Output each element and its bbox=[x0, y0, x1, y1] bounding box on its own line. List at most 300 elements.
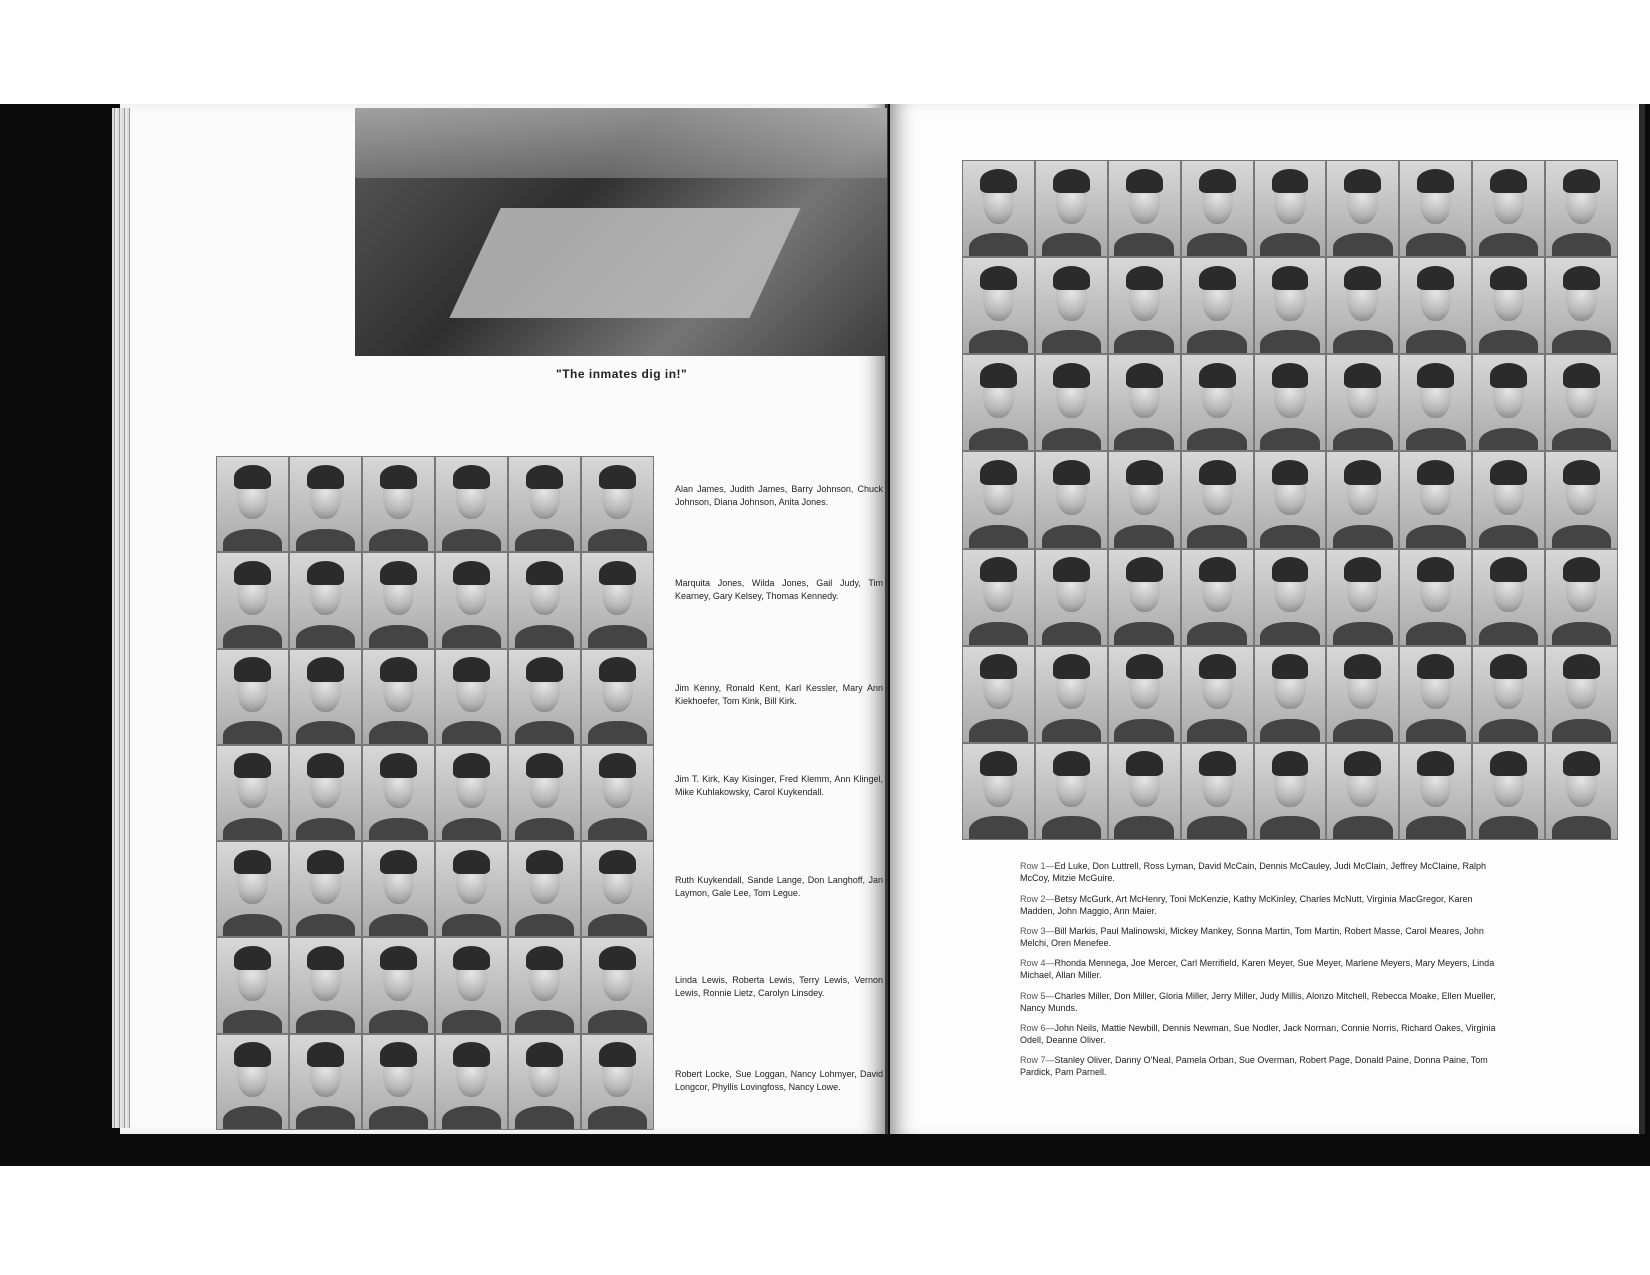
portrait-hair bbox=[1199, 169, 1236, 194]
student-portrait bbox=[363, 746, 434, 840]
portrait-hair bbox=[453, 946, 490, 971]
portrait-hair bbox=[1053, 363, 1090, 388]
portrait-hair bbox=[1272, 654, 1309, 679]
portrait-shoulders bbox=[442, 529, 502, 552]
portrait-shoulders bbox=[969, 622, 1029, 645]
portrait-shoulders bbox=[515, 818, 575, 841]
row-names: Betsy McGurk, Art McHenry, Toni McKenzie, Kathy McKinley, Charles McNutt, Virginia MacGregor, Karen Madden, John Maggio, Ann Maier. bbox=[1020, 894, 1473, 916]
portrait-hair bbox=[234, 561, 271, 586]
student-portrait bbox=[1036, 258, 1107, 353]
portrait-hair bbox=[1344, 460, 1381, 485]
student-portrait bbox=[509, 553, 580, 647]
student-portrait bbox=[1182, 647, 1253, 742]
student-portrait bbox=[963, 355, 1034, 450]
student-portrait bbox=[1036, 647, 1107, 742]
row-names: Rhonda Mennega, Joe Mercer, Carl Merrifield, Karen Meyer, Sue Meyer, Marlene Meyers, Mary Meyers, Linda Michael, Allan Miller. bbox=[1020, 958, 1495, 980]
portrait-shoulders bbox=[588, 818, 648, 841]
portrait-shoulders bbox=[1042, 233, 1102, 256]
portrait-hair bbox=[599, 657, 636, 682]
portrait-shoulders bbox=[1114, 428, 1174, 451]
portrait-hair bbox=[1272, 557, 1309, 582]
student-portrait bbox=[1109, 744, 1180, 839]
student-portrait bbox=[1255, 452, 1326, 547]
portrait-shoulders bbox=[515, 529, 575, 552]
portrait-shoulders bbox=[1114, 525, 1174, 548]
portrait-hair bbox=[1563, 751, 1600, 776]
row-names: Stanley Oliver, Danny O'Neal, Pamela Orban, Sue Overman, Robert Page, Donald Paine, Donna Paine, Tom Pardick, Pam Parnell. bbox=[1020, 1055, 1488, 1077]
student-portrait bbox=[363, 553, 434, 647]
portrait-hair bbox=[1053, 266, 1090, 291]
portrait-hair bbox=[1272, 460, 1309, 485]
student-portrait bbox=[509, 650, 580, 744]
student-portrait bbox=[217, 650, 288, 744]
portrait-hair bbox=[1126, 751, 1163, 776]
right-portrait-grid bbox=[962, 160, 1618, 840]
portrait-hair bbox=[234, 465, 271, 490]
student-portrait bbox=[1255, 161, 1326, 256]
student-portrait bbox=[1182, 744, 1253, 839]
portrait-shoulders bbox=[1333, 719, 1393, 742]
portrait-shoulders bbox=[969, 330, 1029, 353]
portrait-shoulders bbox=[1260, 719, 1320, 742]
student-portrait bbox=[1182, 452, 1253, 547]
student-portrait bbox=[363, 1035, 434, 1129]
right-page-edge bbox=[1639, 104, 1645, 1134]
portrait-shoulders bbox=[1406, 330, 1466, 353]
portrait-hair bbox=[1344, 557, 1381, 582]
student-portrait bbox=[582, 650, 653, 744]
portrait-shoulders bbox=[1260, 233, 1320, 256]
portrait-hair bbox=[307, 561, 344, 586]
portrait-shoulders bbox=[588, 721, 648, 744]
cafeteria-photo bbox=[355, 108, 887, 356]
portrait-hair bbox=[1563, 460, 1600, 485]
portrait-shoulders bbox=[1114, 330, 1174, 353]
student-portrait bbox=[1546, 550, 1617, 645]
student-portrait bbox=[363, 457, 434, 551]
student-portrait bbox=[1109, 550, 1180, 645]
student-portrait bbox=[1327, 355, 1398, 450]
portrait-hair bbox=[1126, 266, 1163, 291]
portrait-shoulders bbox=[1187, 719, 1247, 742]
portrait-hair bbox=[307, 753, 344, 778]
portrait-hair bbox=[526, 946, 563, 971]
portrait-shoulders bbox=[1406, 233, 1466, 256]
portrait-shoulders bbox=[588, 529, 648, 552]
student-portrait bbox=[1400, 550, 1471, 645]
portrait-shoulders bbox=[1042, 719, 1102, 742]
student-portrait bbox=[1400, 355, 1471, 450]
row-label: Row 5— bbox=[1020, 991, 1055, 1001]
portrait-hair bbox=[234, 946, 271, 971]
student-portrait bbox=[582, 1035, 653, 1129]
student-portrait bbox=[290, 553, 361, 647]
portrait-shoulders bbox=[296, 529, 356, 552]
portrait-hair bbox=[453, 465, 490, 490]
portrait-shoulders bbox=[223, 1010, 283, 1033]
student-portrait bbox=[582, 842, 653, 936]
student-portrait bbox=[582, 746, 653, 840]
portrait-shoulders bbox=[1333, 622, 1393, 645]
portrait-hair bbox=[1199, 557, 1236, 582]
portrait-hair bbox=[526, 1042, 563, 1067]
student-portrait bbox=[1546, 355, 1617, 450]
portrait-shoulders bbox=[223, 529, 283, 552]
portrait-shoulders bbox=[223, 625, 283, 648]
portrait-hair bbox=[1417, 169, 1454, 194]
portrait-hair bbox=[1344, 266, 1381, 291]
portrait-hair bbox=[1490, 460, 1527, 485]
portrait-hair bbox=[599, 753, 636, 778]
student-portrait bbox=[1473, 744, 1544, 839]
portrait-hair bbox=[599, 946, 636, 971]
portrait-hair bbox=[980, 654, 1017, 679]
portrait-hair bbox=[599, 1042, 636, 1067]
portrait-shoulders bbox=[296, 818, 356, 841]
portrait-shoulders bbox=[1333, 816, 1393, 839]
portrait-hair bbox=[307, 465, 344, 490]
portrait-shoulders bbox=[369, 529, 429, 552]
portrait-hair bbox=[1417, 751, 1454, 776]
portrait-hair bbox=[380, 561, 417, 586]
portrait-hair bbox=[307, 850, 344, 875]
portrait-shoulders bbox=[369, 914, 429, 937]
student-portrait bbox=[963, 744, 1034, 839]
student-portrait bbox=[1036, 355, 1107, 450]
portrait-shoulders bbox=[442, 1106, 502, 1129]
portrait-shoulders bbox=[1187, 233, 1247, 256]
student-portrait bbox=[1327, 647, 1398, 742]
student-portrait bbox=[1255, 355, 1326, 450]
portrait-hair bbox=[1126, 654, 1163, 679]
student-portrait bbox=[509, 1035, 580, 1129]
portrait-hair bbox=[1199, 751, 1236, 776]
portrait-hair bbox=[526, 850, 563, 875]
portrait-shoulders bbox=[1333, 233, 1393, 256]
portrait-shoulders bbox=[296, 914, 356, 937]
student-portrait bbox=[1182, 161, 1253, 256]
portrait-hair bbox=[1272, 751, 1309, 776]
student-portrait bbox=[436, 553, 507, 647]
portrait-hair bbox=[526, 465, 563, 490]
student-portrait bbox=[217, 457, 288, 551]
left-names-row-6: Linda Lewis, Roberta Lewis, Terry Lewis, Vernon Lewis, Ronnie Lietz, Carolyn Linsdey. bbox=[675, 975, 883, 998]
portrait-shoulders bbox=[515, 1010, 575, 1033]
student-portrait bbox=[436, 938, 507, 1032]
portrait-hair bbox=[980, 169, 1017, 194]
portrait-shoulders bbox=[588, 914, 648, 937]
student-portrait bbox=[217, 842, 288, 936]
portrait-shoulders bbox=[442, 1010, 502, 1033]
portrait-hair bbox=[380, 850, 417, 875]
portrait-shoulders bbox=[1042, 330, 1102, 353]
portrait-shoulders bbox=[1479, 428, 1539, 451]
portrait-shoulders bbox=[1552, 816, 1612, 839]
portrait-shoulders bbox=[1552, 428, 1612, 451]
portrait-hair bbox=[1053, 557, 1090, 582]
portrait-shoulders bbox=[1333, 330, 1393, 353]
portrait-shoulders bbox=[1187, 816, 1247, 839]
student-portrait bbox=[1109, 161, 1180, 256]
portrait-hair bbox=[1563, 169, 1600, 194]
portrait-hair bbox=[453, 657, 490, 682]
student-portrait bbox=[290, 1035, 361, 1129]
portrait-shoulders bbox=[1552, 525, 1612, 548]
student-portrait bbox=[1109, 258, 1180, 353]
student-portrait bbox=[1473, 550, 1544, 645]
student-portrait bbox=[1109, 452, 1180, 547]
student-portrait bbox=[1400, 161, 1471, 256]
portrait-shoulders bbox=[1479, 525, 1539, 548]
student-portrait bbox=[1327, 161, 1398, 256]
portrait-shoulders bbox=[1406, 622, 1466, 645]
portrait-shoulders bbox=[223, 818, 283, 841]
portrait-shoulders bbox=[969, 233, 1029, 256]
portrait-hair bbox=[1490, 557, 1527, 582]
student-portrait bbox=[1255, 550, 1326, 645]
student-portrait bbox=[963, 452, 1034, 547]
student-portrait bbox=[363, 650, 434, 744]
portrait-hair bbox=[1490, 266, 1527, 291]
student-portrait bbox=[1036, 452, 1107, 547]
portrait-shoulders bbox=[442, 721, 502, 744]
student-portrait bbox=[582, 938, 653, 1032]
student-portrait bbox=[509, 746, 580, 840]
portrait-shoulders bbox=[1333, 428, 1393, 451]
student-portrait bbox=[963, 647, 1034, 742]
portrait-shoulders bbox=[1552, 330, 1612, 353]
portrait-hair bbox=[1417, 557, 1454, 582]
left-names-row-1: Alan James, Judith James, Barry Johnson, Chuck Johnson, Diana Johnson, Anita Jones. bbox=[675, 484, 883, 507]
portrait-shoulders bbox=[1042, 622, 1102, 645]
portrait-shoulders bbox=[1479, 719, 1539, 742]
student-portrait bbox=[290, 938, 361, 1032]
portrait-shoulders bbox=[1479, 622, 1539, 645]
portrait-shoulders bbox=[296, 1106, 356, 1129]
student-portrait bbox=[509, 457, 580, 551]
portrait-hair bbox=[307, 1042, 344, 1067]
portrait-shoulders bbox=[1042, 816, 1102, 839]
portrait-shoulders bbox=[442, 914, 502, 937]
portrait-hair bbox=[980, 363, 1017, 388]
portrait-shoulders bbox=[369, 818, 429, 841]
student-portrait bbox=[436, 457, 507, 551]
portrait-shoulders bbox=[223, 721, 283, 744]
portrait-hair bbox=[1053, 460, 1090, 485]
portrait-hair bbox=[307, 946, 344, 971]
student-portrait bbox=[1473, 355, 1544, 450]
student-portrait bbox=[1546, 161, 1617, 256]
student-portrait bbox=[1255, 744, 1326, 839]
left-names-row-4: Jim T. Kirk, Kay Kisinger, Fred Klemm, Ann Klingel, Mike Kuhlakowsky, Carol Kuykendall. bbox=[675, 774, 883, 797]
student-portrait bbox=[1327, 258, 1398, 353]
portrait-shoulders bbox=[1042, 525, 1102, 548]
portrait-hair bbox=[1053, 751, 1090, 776]
photo-caption: "The inmates dig in!" bbox=[556, 367, 688, 381]
right-names-row-4 bbox=[1020, 957, 1500, 981]
student-portrait bbox=[217, 1035, 288, 1129]
portrait-hair bbox=[1272, 266, 1309, 291]
student-portrait bbox=[1036, 550, 1107, 645]
portrait-shoulders bbox=[588, 1106, 648, 1129]
portrait-hair bbox=[1199, 460, 1236, 485]
portrait-hair bbox=[1053, 654, 1090, 679]
portrait-hair bbox=[1563, 654, 1600, 679]
portrait-shoulders bbox=[1552, 719, 1612, 742]
portrait-shoulders bbox=[515, 914, 575, 937]
student-portrait bbox=[582, 457, 653, 551]
student-portrait bbox=[1182, 355, 1253, 450]
portrait-shoulders bbox=[369, 1010, 429, 1033]
portrait-hair bbox=[234, 657, 271, 682]
portrait-shoulders bbox=[1187, 428, 1247, 451]
portrait-hair bbox=[234, 850, 271, 875]
portrait-hair bbox=[980, 751, 1017, 776]
portrait-hair bbox=[1490, 363, 1527, 388]
student-portrait bbox=[436, 650, 507, 744]
portrait-hair bbox=[1272, 169, 1309, 194]
student-portrait bbox=[1473, 161, 1544, 256]
student-portrait bbox=[1400, 744, 1471, 839]
student-portrait bbox=[963, 550, 1034, 645]
row-names: Ed Luke, Don Luttrell, Ross Lyman, David McCain, Dennis McCauley, Judi McClain, Jeffrey McClaine, Ralph McCoy, Mitzie McGuire. bbox=[1020, 861, 1487, 883]
portrait-shoulders bbox=[1114, 233, 1174, 256]
portrait-hair bbox=[1053, 169, 1090, 194]
student-portrait bbox=[290, 650, 361, 744]
student-portrait bbox=[1546, 452, 1617, 547]
student-portrait bbox=[217, 553, 288, 647]
portrait-hair bbox=[380, 946, 417, 971]
student-portrait bbox=[290, 746, 361, 840]
right-names-row-5 bbox=[1020, 990, 1500, 1014]
student-portrait bbox=[1109, 355, 1180, 450]
photo-wall bbox=[355, 108, 887, 178]
portrait-shoulders bbox=[223, 1106, 283, 1129]
student-portrait bbox=[363, 842, 434, 936]
portrait-shoulders bbox=[369, 1106, 429, 1129]
portrait-shoulders bbox=[1260, 816, 1320, 839]
student-portrait bbox=[1327, 452, 1398, 547]
student-portrait bbox=[1182, 258, 1253, 353]
portrait-shoulders bbox=[969, 428, 1029, 451]
portrait-hair bbox=[1199, 654, 1236, 679]
portrait-shoulders bbox=[588, 1010, 648, 1033]
portrait-hair bbox=[980, 266, 1017, 291]
portrait-hair bbox=[453, 850, 490, 875]
portrait-shoulders bbox=[369, 625, 429, 648]
portrait-hair bbox=[1344, 363, 1381, 388]
student-portrait bbox=[1473, 452, 1544, 547]
portrait-shoulders bbox=[1479, 233, 1539, 256]
student-portrait bbox=[1109, 647, 1180, 742]
portrait-hair bbox=[453, 1042, 490, 1067]
portrait-hair bbox=[234, 1042, 271, 1067]
student-portrait bbox=[1546, 647, 1617, 742]
portrait-hair bbox=[1126, 557, 1163, 582]
portrait-shoulders bbox=[969, 719, 1029, 742]
left-names-row-7: Robert Locke, Sue Loggan, Nancy Lohmyer, David Longcor, Phyllis Lovingfoss, Nancy Lowe. bbox=[675, 1069, 883, 1092]
left-names-row-3: Jim Kenny, Ronald Kent, Karl Kessler, Mary Ann Kiekhoefer, Tom Kink, Bill Kirk. bbox=[675, 683, 883, 706]
row-names: John Neils, Mattie Newbill, Dennis Newman, Sue Nodler, Jack Norman, Connie Norris, Richard Oakes, Virginia Odell, Deanne Oliver. bbox=[1020, 1023, 1496, 1045]
student-portrait bbox=[1546, 258, 1617, 353]
portrait-hair bbox=[380, 465, 417, 490]
portrait-hair bbox=[526, 561, 563, 586]
portrait-hair bbox=[1563, 266, 1600, 291]
row-names: Charles Miller, Don Miller, Gloria Miller, Jerry Miller, Judy Millis, Alonzo Mitchell, Rebecca Moake, Ellen Mueller, Nancy Munds. bbox=[1020, 991, 1496, 1013]
student-portrait bbox=[1400, 452, 1471, 547]
student-portrait bbox=[217, 938, 288, 1032]
row-label: Row 2— bbox=[1020, 894, 1055, 904]
portrait-shoulders bbox=[1406, 428, 1466, 451]
right-names-row-6 bbox=[1020, 1022, 1500, 1046]
student-portrait bbox=[436, 1035, 507, 1129]
portrait-shoulders bbox=[1260, 525, 1320, 548]
portrait-shoulders bbox=[1406, 816, 1466, 839]
portrait-shoulders bbox=[296, 721, 356, 744]
portrait-hair bbox=[1199, 363, 1236, 388]
student-portrait bbox=[1473, 647, 1544, 742]
portrait-hair bbox=[1417, 266, 1454, 291]
portrait-hair bbox=[234, 753, 271, 778]
portrait-hair bbox=[1126, 363, 1163, 388]
portrait-hair bbox=[1563, 557, 1600, 582]
student-portrait bbox=[436, 842, 507, 936]
student-portrait bbox=[363, 938, 434, 1032]
portrait-hair bbox=[1126, 169, 1163, 194]
portrait-shoulders bbox=[969, 525, 1029, 548]
student-portrait bbox=[217, 746, 288, 840]
portrait-shoulders bbox=[1114, 719, 1174, 742]
portrait-hair bbox=[1417, 460, 1454, 485]
portrait-shoulders bbox=[223, 914, 283, 937]
portrait-shoulders bbox=[296, 1010, 356, 1033]
portrait-hair bbox=[1417, 654, 1454, 679]
portrait-hair bbox=[599, 465, 636, 490]
portrait-shoulders bbox=[442, 625, 502, 648]
portrait-hair bbox=[1344, 654, 1381, 679]
portrait-shoulders bbox=[369, 721, 429, 744]
portrait-shoulders bbox=[1187, 622, 1247, 645]
left-names-row-5: Ruth Kuykendall, Sande Lange, Don Langhoff, Jan Laymon, Gale Lee, Tom Legue. bbox=[675, 875, 883, 898]
portrait-hair bbox=[1272, 363, 1309, 388]
portrait-hair bbox=[1490, 169, 1527, 194]
student-portrait bbox=[509, 842, 580, 936]
student-portrait bbox=[436, 746, 507, 840]
right-names-row-3 bbox=[1020, 925, 1500, 949]
portrait-shoulders bbox=[1260, 622, 1320, 645]
student-portrait bbox=[1473, 258, 1544, 353]
student-portrait bbox=[1327, 550, 1398, 645]
portrait-shoulders bbox=[1187, 525, 1247, 548]
student-portrait bbox=[290, 842, 361, 936]
portrait-shoulders bbox=[1479, 816, 1539, 839]
student-portrait bbox=[1036, 161, 1107, 256]
portrait-shoulders bbox=[1479, 330, 1539, 353]
student-portrait bbox=[963, 258, 1034, 353]
portrait-shoulders bbox=[1042, 428, 1102, 451]
student-portrait bbox=[1255, 258, 1326, 353]
portrait-hair bbox=[526, 753, 563, 778]
student-portrait bbox=[963, 161, 1034, 256]
portrait-hair bbox=[307, 657, 344, 682]
student-portrait bbox=[1400, 258, 1471, 353]
portrait-hair bbox=[599, 561, 636, 586]
student-portrait bbox=[509, 938, 580, 1032]
right-names-row-2 bbox=[1020, 893, 1500, 917]
photo-table bbox=[449, 208, 800, 318]
row-label: Row 4— bbox=[1020, 958, 1055, 968]
portrait-hair bbox=[526, 657, 563, 682]
